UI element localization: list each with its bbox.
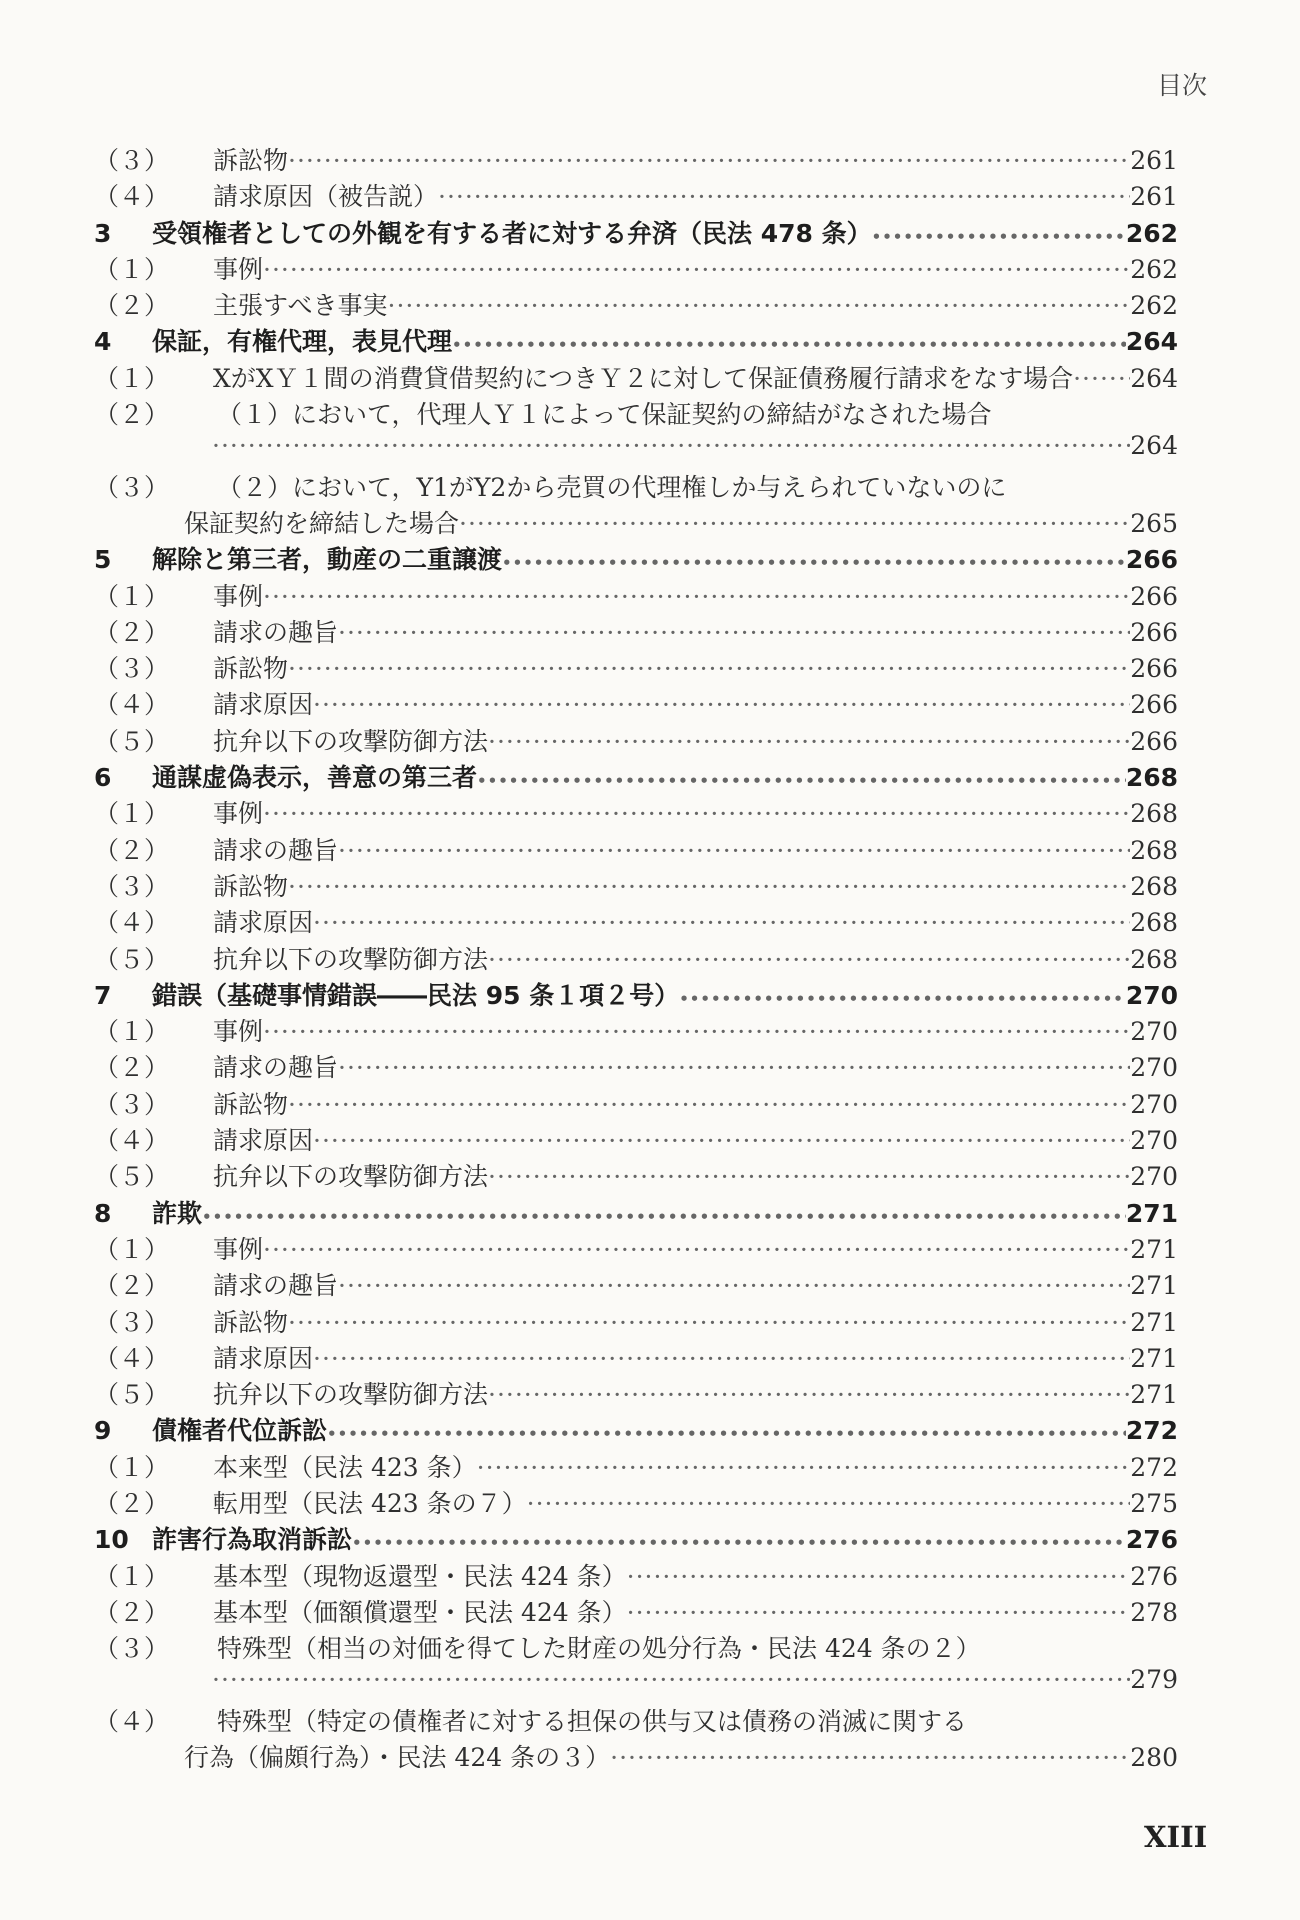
toc-entry <box>94 1230 1178 1266</box>
entry-title: 通謀虚偽表示，善意の第三者 <box>152 763 478 793</box>
entry-number: （４） <box>94 1343 170 1373</box>
page-number: 270 <box>1130 1089 1178 1119</box>
dot-leader <box>288 1090 1130 1119</box>
page-number: 264 <box>1130 363 1178 393</box>
page-number: 266 <box>1130 690 1178 720</box>
page-number: 270 <box>1130 1017 1178 1047</box>
page-number: 272 <box>1130 1452 1178 1482</box>
entry-number: （３） <box>94 146 170 175</box>
entry-title: 請求の趣旨 <box>213 1271 339 1301</box>
entry-title: 抗弁以下の攻撃防御方法 <box>213 726 489 756</box>
entry-title: XがXＹ１間の消費貸借契約につきＹ２に対して保証債務履行請求をなす場合 <box>213 363 1074 393</box>
page-number: 271 <box>1130 1271 1178 1301</box>
dot-leader <box>627 1598 1131 1627</box>
page-number: 264 <box>1125 327 1178 357</box>
page-number: 270 <box>1130 1162 1178 1192</box>
toc-entry <box>94 831 1178 867</box>
entry-number: （２） <box>94 617 170 647</box>
entry-title: 解除と第三者，動産の二重譲渡 <box>152 545 503 575</box>
entry-number: （５） <box>94 1162 170 1192</box>
page-number: 275 <box>1130 1488 1178 1518</box>
dot-leader <box>313 690 1130 719</box>
page-number: 266 <box>1130 654 1178 684</box>
entry-title: 事例 <box>213 1234 264 1264</box>
entry-title-continued: 保証契約を締結した場合 <box>184 508 460 538</box>
dot-leader <box>313 1344 1130 1373</box>
page-number: 266 <box>1130 581 1178 611</box>
entry-number: （４） <box>94 1126 170 1156</box>
dot-leader <box>452 327 1126 356</box>
dot-leader <box>502 545 1126 574</box>
page-number: 276 <box>1130 1561 1178 1591</box>
page-number: 270 <box>1130 1126 1178 1156</box>
page-number: 262 <box>1125 218 1178 248</box>
entry-title: 請求の趣旨 <box>213 835 339 865</box>
entry-number: （４） <box>94 690 170 720</box>
toc-entry <box>94 903 1178 939</box>
entry-title: 特殊型（特定の債権者に対する担保の供与又は債務の消滅に関する <box>217 1706 968 1736</box>
dot-leader <box>313 1126 1130 1155</box>
page-number: 268 <box>1125 763 1178 793</box>
entry-number: 3 <box>94 218 112 248</box>
entry-number: （３） <box>94 1634 170 1664</box>
page-number: 279 <box>1130 1665 1178 1695</box>
toc-entry <box>94 794 1178 830</box>
table-of-contents <box>94 141 1178 1774</box>
page-number: 261 <box>1130 182 1178 212</box>
dot-leader <box>338 1271 1130 1300</box>
entry-number: （１） <box>94 1234 170 1264</box>
page-number: 271 <box>1130 1234 1178 1264</box>
toc-entry <box>94 359 1178 395</box>
entry-title: 事例 <box>213 254 264 284</box>
entry-title: 詐欺 <box>152 1198 203 1228</box>
entry-title: 保証，有権代理，表見代理 <box>152 327 453 357</box>
dot-leader <box>338 618 1130 647</box>
entry-title: 錯誤（基礎事情錯誤――民法 95 条１項２号） <box>152 980 680 1010</box>
toc-entry-continuation <box>94 504 1178 540</box>
dot-leader <box>679 981 1126 1010</box>
toc-entry <box>94 1303 1178 1339</box>
entry-number: 4 <box>94 327 112 357</box>
entry-number: （２） <box>94 835 170 865</box>
toc-entry <box>94 1557 1178 1593</box>
entry-title: 請求原因 <box>213 690 314 720</box>
toc-entry <box>94 613 1178 649</box>
entry-title: 抗弁以下の攻撃防御方法 <box>213 1162 489 1192</box>
page-number: 268 <box>1130 908 1178 938</box>
entry-title: 抗弁以下の攻撃防御方法 <box>213 1380 489 1410</box>
page-number: 276 <box>1125 1525 1178 1555</box>
page-number: 265 <box>1130 508 1178 538</box>
dot-leader <box>338 836 1130 865</box>
dot-leader <box>488 1162 1130 1191</box>
page-number: 262 <box>1130 254 1178 284</box>
toc-entry <box>94 1157 1178 1193</box>
dot-leader <box>610 1743 1130 1772</box>
entry-number: （１） <box>94 581 170 611</box>
page-number: 264 <box>1130 431 1178 461</box>
toc-entry <box>94 286 1178 322</box>
entry-title: 主張すべき事実 <box>213 291 388 321</box>
entry-number: （５） <box>94 726 170 756</box>
entry-number: 10 <box>94 1525 129 1555</box>
dot-leader <box>388 291 1131 320</box>
dot-leader <box>1073 364 1130 393</box>
dot-leader <box>488 1380 1130 1409</box>
toc-entry <box>94 177 1178 213</box>
toc-section <box>94 1411 1178 1447</box>
dot-leader <box>459 509 1130 538</box>
entry-number: （５） <box>94 1380 170 1410</box>
dot-leader <box>212 431 1130 460</box>
page-number: 266 <box>1130 617 1178 647</box>
toc-entry <box>94 1484 1178 1520</box>
entry-title-continued: 行為（偏頗行為）・民法 424 条の３） <box>184 1743 611 1773</box>
entry-number: 5 <box>94 545 112 575</box>
dot-leader <box>263 1235 1130 1264</box>
entry-title: 受領権者としての外観を有する者に対する弁済（民法 478 条） <box>152 218 872 248</box>
entry-title: 訴訟物 <box>213 146 289 175</box>
dot-leader <box>288 146 1130 175</box>
toc-entry <box>94 1593 1178 1629</box>
entry-title: 訴訟物 <box>213 1307 289 1337</box>
entry-title: 抗弁以下の攻撃防御方法 <box>213 944 489 974</box>
dot-leader <box>263 582 1130 611</box>
running-header: 目次 <box>1157 71 1208 100</box>
page-number: 266 <box>1125 545 1178 575</box>
dot-leader <box>288 654 1130 683</box>
entry-title: 請求原因 <box>213 1343 314 1373</box>
page-number: 271 <box>1130 1343 1178 1373</box>
entry-number: 8 <box>94 1198 112 1228</box>
toc-entry <box>94 1629 1178 1665</box>
dot-leader <box>202 1199 1126 1228</box>
entry-number: （２） <box>94 1053 170 1083</box>
toc-entry <box>94 1085 1178 1121</box>
entry-number: （２） <box>94 1597 170 1627</box>
toc-entry <box>94 1339 1178 1375</box>
entry-title: 訴訟物 <box>213 1089 289 1119</box>
page-number: 272 <box>1125 1416 1178 1446</box>
entry-number: （２） <box>94 400 170 430</box>
toc-entry-continuation <box>94 1665 1178 1701</box>
dot-leader <box>627 1562 1131 1591</box>
page-number: 270 <box>1125 980 1178 1010</box>
entry-title: 特殊型（相当の対価を得てした財産の処分行為・民法 424 条の２） <box>217 1634 981 1664</box>
entry-number: （２） <box>94 1271 170 1301</box>
entry-number: 9 <box>94 1416 112 1446</box>
entry-title: 基本型（現物返還型・民法 424 条） <box>213 1561 627 1591</box>
page-number: 271 <box>1130 1307 1178 1337</box>
entry-title: （２）において，Y1がY2から売買の代理権しか与えられていないのに <box>217 472 1007 502</box>
dot-leader <box>477 763 1126 792</box>
dot-leader <box>263 799 1130 828</box>
page-number: 268 <box>1130 835 1178 865</box>
toc-entry <box>94 940 1178 976</box>
entry-number: （１） <box>94 799 170 829</box>
dot-leader <box>488 727 1130 756</box>
entry-number: （３） <box>94 871 170 901</box>
entry-title: 事例 <box>213 1017 264 1047</box>
toc-entry <box>94 1702 1178 1738</box>
dot-leader <box>872 219 1126 248</box>
toc-entry <box>94 468 1178 504</box>
toc-entry <box>94 722 1178 758</box>
toc-entry <box>94 577 1178 613</box>
page-number: 261 <box>1130 146 1178 175</box>
toc-entry <box>94 1375 1178 1411</box>
toc-entry <box>94 1121 1178 1157</box>
entry-number: 6 <box>94 763 112 793</box>
entry-number: （３） <box>94 472 170 502</box>
dot-leader <box>352 1525 1126 1554</box>
entry-number: （１） <box>94 363 170 393</box>
toc-entry <box>94 141 1178 177</box>
entry-title: 転用型（民法 423 条の７） <box>213 1488 527 1518</box>
entry-title: 事例 <box>213 581 264 611</box>
toc-entry <box>94 250 1178 286</box>
entry-number: （１） <box>94 1017 170 1047</box>
entry-number: （５） <box>94 944 170 974</box>
entry-number: （３） <box>94 654 170 684</box>
page-number: 268 <box>1130 944 1178 974</box>
dot-leader <box>527 1489 1131 1518</box>
entry-number: （３） <box>94 1307 170 1337</box>
toc-section <box>94 758 1178 794</box>
toc-entry <box>94 1012 1178 1048</box>
toc-section <box>94 214 1178 250</box>
toc-entry <box>94 867 1178 903</box>
entry-title: 事例 <box>213 799 264 829</box>
entry-number: （２） <box>94 291 170 321</box>
dot-leader <box>288 872 1130 901</box>
entry-number: （１） <box>94 1561 170 1591</box>
entry-title: （１）において，代理人Ｙ１によって保証契約の締結がなされた場合 <box>217 400 992 430</box>
toc-entry <box>94 395 1178 431</box>
page-number: 262 <box>1130 291 1178 321</box>
page-number: 280 <box>1130 1743 1178 1773</box>
toc-section <box>94 540 1178 576</box>
page-folio: XIII <box>1144 1820 1208 1854</box>
entry-number: （４） <box>94 908 170 938</box>
entry-title: 請求原因（被告説） <box>213 182 439 212</box>
entry-title: 詐害行為取消訴訟 <box>152 1525 353 1555</box>
entry-number: （４） <box>94 1706 170 1736</box>
entry-title: 本来型（民法 423 条） <box>213 1452 477 1482</box>
toc-entry <box>94 649 1178 685</box>
toc-entry-continuation <box>94 431 1178 467</box>
entry-number: （４） <box>94 182 170 212</box>
entry-number: （１） <box>94 254 170 284</box>
dot-leader <box>477 1453 1131 1482</box>
dot-leader <box>488 945 1130 974</box>
entry-title: 請求の趣旨 <box>213 617 339 647</box>
dot-leader <box>438 182 1130 211</box>
entry-number: 7 <box>94 980 112 1010</box>
entry-title: 訴訟物 <box>213 654 289 684</box>
entry-number: （３） <box>94 1089 170 1119</box>
page-number: 271 <box>1125 1198 1178 1228</box>
toc-entry <box>94 1266 1178 1302</box>
toc-section <box>94 1520 1178 1556</box>
entry-number: （１） <box>94 1452 170 1482</box>
toc-entry-continuation <box>94 1738 1178 1774</box>
toc-section <box>94 1194 1178 1230</box>
entry-title: 基本型（価額償還型・民法 424 条） <box>213 1597 627 1627</box>
dot-leader <box>212 1665 1130 1694</box>
page-number: 268 <box>1130 871 1178 901</box>
page-number: 271 <box>1130 1380 1178 1410</box>
toc-entry <box>94 685 1178 721</box>
page-number: 278 <box>1130 1597 1178 1627</box>
dot-leader <box>313 908 1130 937</box>
entry-title: 債権者代位訴訟 <box>152 1416 328 1446</box>
page-number: 266 <box>1130 726 1178 756</box>
entry-title: 訴訟物 <box>213 871 289 901</box>
entry-title: 請求原因 <box>213 908 314 938</box>
entry-number: （２） <box>94 1488 170 1518</box>
page-number: 268 <box>1130 799 1178 829</box>
toc-section <box>94 976 1178 1012</box>
toc-entry <box>94 1048 1178 1084</box>
dot-leader <box>338 1053 1130 1082</box>
entry-title: 請求原因 <box>213 1126 314 1156</box>
dot-leader <box>327 1416 1126 1445</box>
page-number: 270 <box>1130 1053 1178 1083</box>
dot-leader <box>263 255 1130 284</box>
toc-entry <box>94 1448 1178 1484</box>
dot-leader <box>288 1308 1130 1337</box>
entry-title: 請求の趣旨 <box>213 1053 339 1083</box>
toc-section <box>94 322 1178 358</box>
dot-leader <box>263 1017 1130 1046</box>
